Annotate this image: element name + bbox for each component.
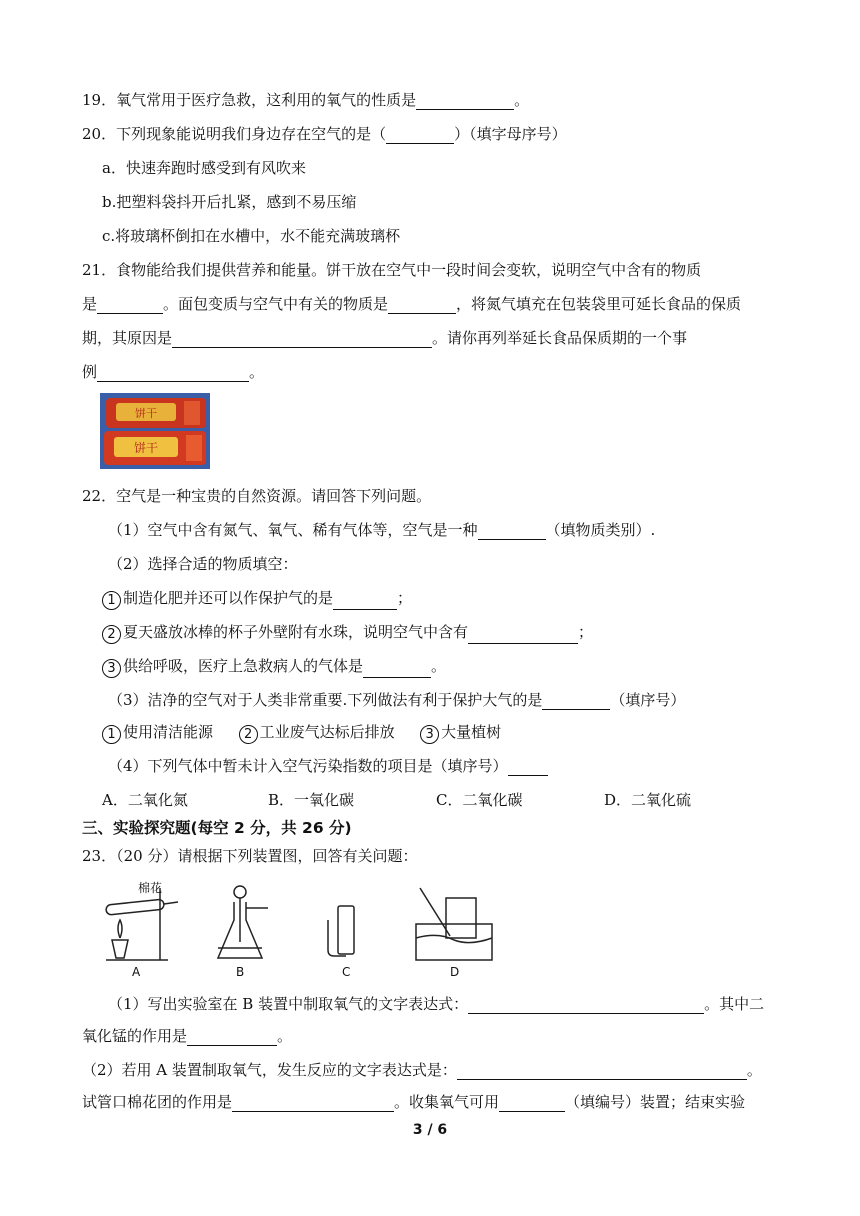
- q21-blank-2[interactable]: [388, 297, 456, 314]
- q23-part2-cont: 试管口棉花团的作用是 。收集氧气可用 （填编号）装置；结束实验: [82, 1093, 746, 1111]
- q22-part3: （3）洁净的空气对于人类非常重要.下列做法有利于保护大气的是 （填序号）: [108, 691, 686, 709]
- apparatus-b-funnel: [234, 886, 246, 898]
- q22-item3-blank[interactable]: [363, 661, 431, 678]
- biscuit-package-image: [100, 393, 210, 469]
- apparatus-a-tube: [106, 899, 165, 915]
- option-a: A．二氧化氮: [102, 791, 188, 809]
- question-21-line3: 期，其原因是 。请你再列举延长食品保质期的一个事: [82, 329, 688, 347]
- apparatus-d-water: [416, 935, 492, 942]
- circled-number-3: 3: [102, 659, 121, 678]
- apparatus-a-flame: [118, 920, 122, 938]
- circled-number-1: 1: [102, 725, 121, 744]
- question-21-line2: 是 。面包变质与空气中有关的物质是 ，将氮气填充在包装袋里可延长食品的保质: [82, 295, 742, 313]
- circled-number-2: 2: [102, 625, 121, 644]
- q20-option-c: c.将玻璃杯倒扣在水槽中，水不能充满玻璃杯: [102, 227, 401, 245]
- circled-number-2: 2: [239, 725, 258, 744]
- q22-blank-3[interactable]: [542, 693, 610, 710]
- apparatus-c-label: C: [342, 965, 351, 979]
- biscuit-label-top: 饼干: [135, 407, 157, 420]
- page-number: 3 / 6: [412, 1122, 448, 1138]
- q23-part2: （2）若用 A 装置制取氧气，发生反应的文字表达式是： 。: [82, 1061, 762, 1079]
- q22-item2: 2 夏天盛放冰棒的杯子外壁附有水珠，说明空气中含有 ；: [102, 622, 593, 644]
- question-23-title: 23．（20 分）请根据下列装置图，回答有关问题：: [82, 847, 418, 865]
- q20-option-b: b.把塑料袋抖开后扎紧，感到不易压缩: [102, 193, 357, 211]
- circled-number-3: 3: [420, 725, 439, 744]
- q22-item1-blank[interactable]: [333, 593, 397, 610]
- q23-blank-1[interactable]: [468, 997, 704, 1014]
- question-21-line1: 21．食物能给我们提供营养和能量。饼干放在空气中一段时间会变软，说明空气中含有的物质: [82, 261, 702, 279]
- apparatus-d-label: D: [450, 965, 460, 979]
- apparatus-a-delivery: [164, 902, 178, 904]
- q22-item1: 1 制造化肥并还可以作保护气的是 ；: [102, 588, 412, 610]
- q22-part1: （1）空气中含有氮气、氧气、稀有气体等，空气是一种 （填物质类别）.: [108, 521, 656, 539]
- apparatus-diagram-svg: [98, 880, 518, 980]
- biscuit-photo: [100, 393, 210, 469]
- q20-option-a: a．快速奔跑时感受到有风吹来: [102, 159, 306, 177]
- q21-blank-3[interactable]: [172, 331, 432, 348]
- q21-blank-4[interactable]: [97, 365, 249, 382]
- q22-part4-options: [102, 790, 691, 810]
- biscuit-label-bottom: 饼干: [133, 441, 159, 455]
- q23-blank-5[interactable]: [499, 1095, 565, 1112]
- q21-blank-1[interactable]: [97, 297, 163, 314]
- cotton-label: 棉花: [138, 881, 163, 895]
- question-19: 19．氧气常用于医疗急救，这利用的氧气的性质是 。: [82, 91, 530, 109]
- question-21-line4: 例 。: [82, 363, 265, 381]
- q22-item2-blank[interactable]: [468, 627, 578, 644]
- circled-number-1: 1: [102, 591, 121, 610]
- q23-blank-3[interactable]: [457, 1063, 747, 1080]
- apparatus-c-bottle: [338, 906, 354, 954]
- apparatus-a-label: A: [132, 965, 141, 979]
- option-d: D．二氧化硫: [604, 791, 692, 809]
- q22-blank-1[interactable]: [478, 523, 546, 540]
- q22-part3-options: 1 使用清洁能源 2 工业废气达标后排放 3 大量植树: [102, 722, 501, 744]
- q22-item3: 3 供给呼吸，医疗上急救病人的气体是 。: [102, 656, 446, 678]
- question-22-title: 22．空气是一种宝贵的自然资源。请回答下列问题。: [82, 487, 432, 505]
- q19-text: 19．氧气常用于医疗急救，这利用的氧气的性质是: [82, 91, 417, 109]
- q23-blank-4[interactable]: [232, 1095, 394, 1112]
- q23-part1: （1）写出实验室在 B 装置中制取氧气的文字表达式： 。其中二: [108, 995, 765, 1013]
- q22-part4: （4）下列气体中暂未计入空气污染指数的项目是（填序号）: [108, 756, 548, 776]
- q23-part1-cont: 氧化锰的作用是 。: [82, 1027, 293, 1045]
- q20-answer-blank[interactable]: [386, 127, 454, 144]
- question-20: 20．下列现象能说明我们身边存在空气的是（ ）（填字母序号）: [82, 125, 567, 143]
- apparatus-a-lamp: [112, 940, 128, 958]
- q23-blank-2[interactable]: [187, 1029, 277, 1046]
- apparatus-c-tube: [328, 920, 346, 956]
- option-c: C．二氧化碳: [436, 791, 523, 809]
- q22-blank-4[interactable]: [508, 759, 548, 776]
- q22-part2: （2）选择合适的物质填空：: [108, 555, 298, 573]
- option-b: B．一氧化碳: [268, 791, 355, 809]
- apparatus-diagram: [98, 880, 518, 980]
- apparatus-b-label: B: [236, 965, 245, 979]
- apparatus-d-bottle: [446, 898, 476, 938]
- q19-answer-blank[interactable]: [416, 93, 514, 110]
- section-3-heading: 三、实验探究题(每空 2 分，共 26 分): [82, 819, 352, 837]
